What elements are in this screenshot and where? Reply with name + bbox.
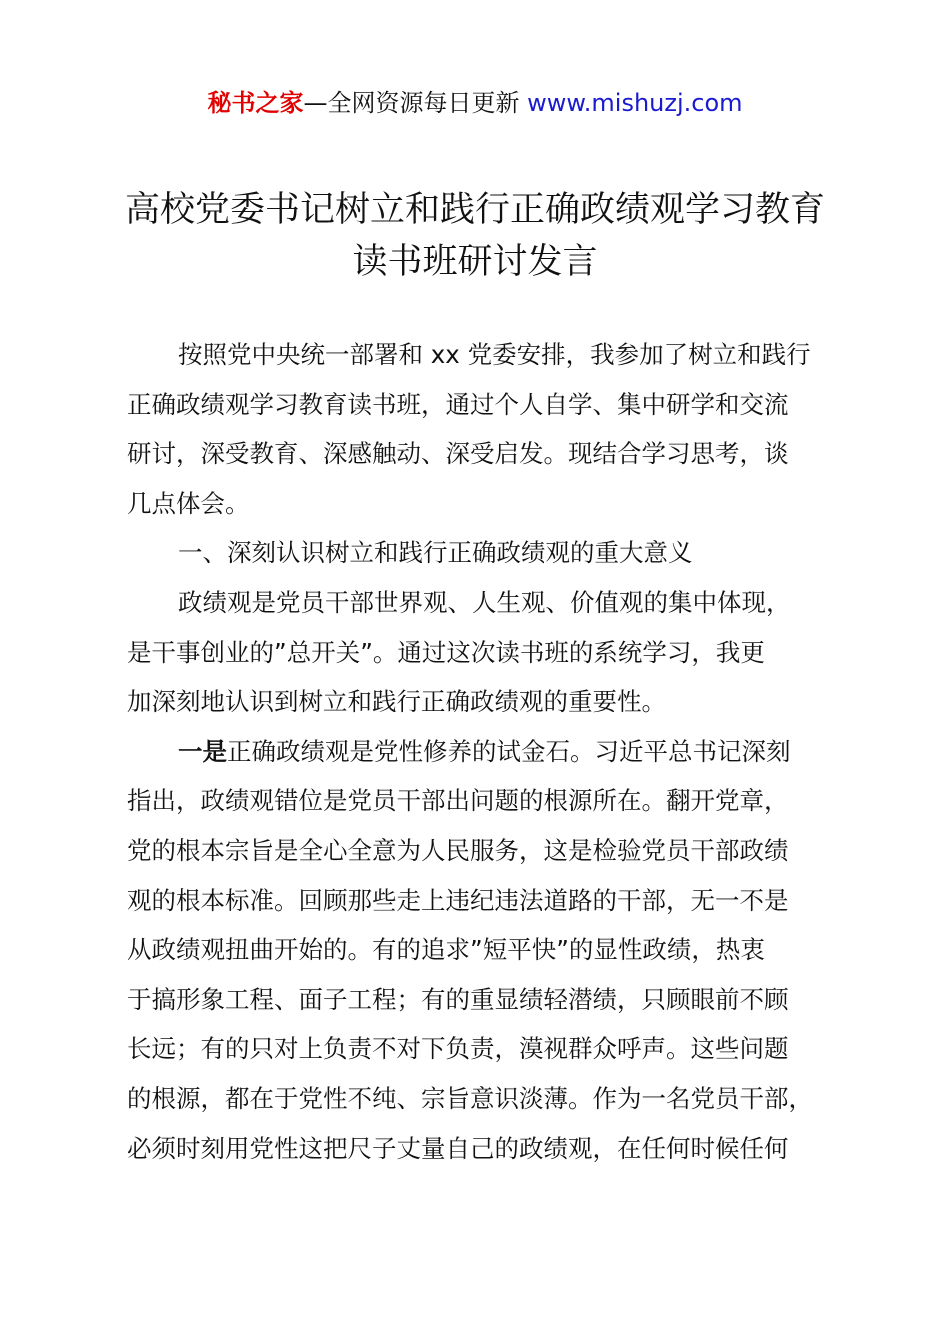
site-brand: 秘书之家 — [207, 89, 304, 117]
text-line: 从政绩观扭曲开始的。有的追求”短平快”的显性政绩，热衷 — [127, 935, 765, 965]
text-line: 按照党中央统一部署和 xx 党委安排，我参加了树立和践行 — [178, 340, 811, 369]
text-line: 指出，政绩观错位是党员干部出问题的根源所在。翻开党章， — [127, 786, 789, 816]
text-line: 几点体会。 — [127, 488, 250, 518]
site-url-link[interactable]: www.mishuzj.com — [527, 89, 743, 117]
text-line — [127, 727, 847, 777]
text-line: 是干事创业的”总开关”。通过这次读书班的系统学习，我更 — [127, 637, 765, 667]
section-heading-text: 一、深刻认识树立和践行正确政绩观的重大意义 — [178, 538, 693, 568]
paragraph-significance — [127, 578, 847, 727]
document-title-line-1: 高校党委书记树立和践行正确政绩观学习教育 — [124, 190, 825, 230]
text-line: 观的根本标准。回顾那些走上违纪违法道路的干部，无一不是 — [127, 885, 789, 915]
document-title-line-2: 读书班研讨发言 — [352, 242, 598, 282]
text-line: 党的根本宗旨是全心全意为人民服务，这是检验党员干部政绩 — [127, 835, 789, 865]
document-title — [100, 184, 850, 288]
point-lead-label: 一是 — [178, 736, 227, 766]
paragraph-intro — [127, 330, 847, 528]
text-line: 研讨，深受教育、深感触动、深受启发。现结合学习思考，谈 — [127, 439, 789, 469]
text-line: 必须时刻用党性这把尺子丈量自己的政绩观，在任何时候任何 — [127, 1133, 789, 1163]
text-line: 于搞形象工程、面子工程；有的重显绩轻潜绩，只顾眼前不顾 — [127, 984, 789, 1014]
text-line: 政绩观是党员干部世界观、人生观、价值观的集中体现， — [178, 587, 791, 617]
text-line-content: 正确政绩观是党性修养的试金石。习近平总书记深刻 — [227, 736, 791, 766]
text-line: 的根源，都在于党性不纯、宗旨意识淡薄。作为一名党员干部， — [127, 1083, 813, 1113]
site-header — [0, 86, 950, 120]
text-line: 加深刻地认识到树立和践行正确政绩观的重要性。 — [127, 687, 666, 717]
text-line: 长远；有的只对上负责不对下负责，漠视群众呼声。这些问题 — [127, 1034, 789, 1064]
section-heading-1 — [127, 528, 847, 578]
text-line: 正确政绩观学习教育读书班，通过个人自学、集中研学和交流 — [127, 389, 789, 419]
site-tagline: —全网资源每日更新 — [303, 89, 528, 117]
paragraph-point-one — [127, 727, 847, 1173]
document-body — [127, 330, 847, 1173]
